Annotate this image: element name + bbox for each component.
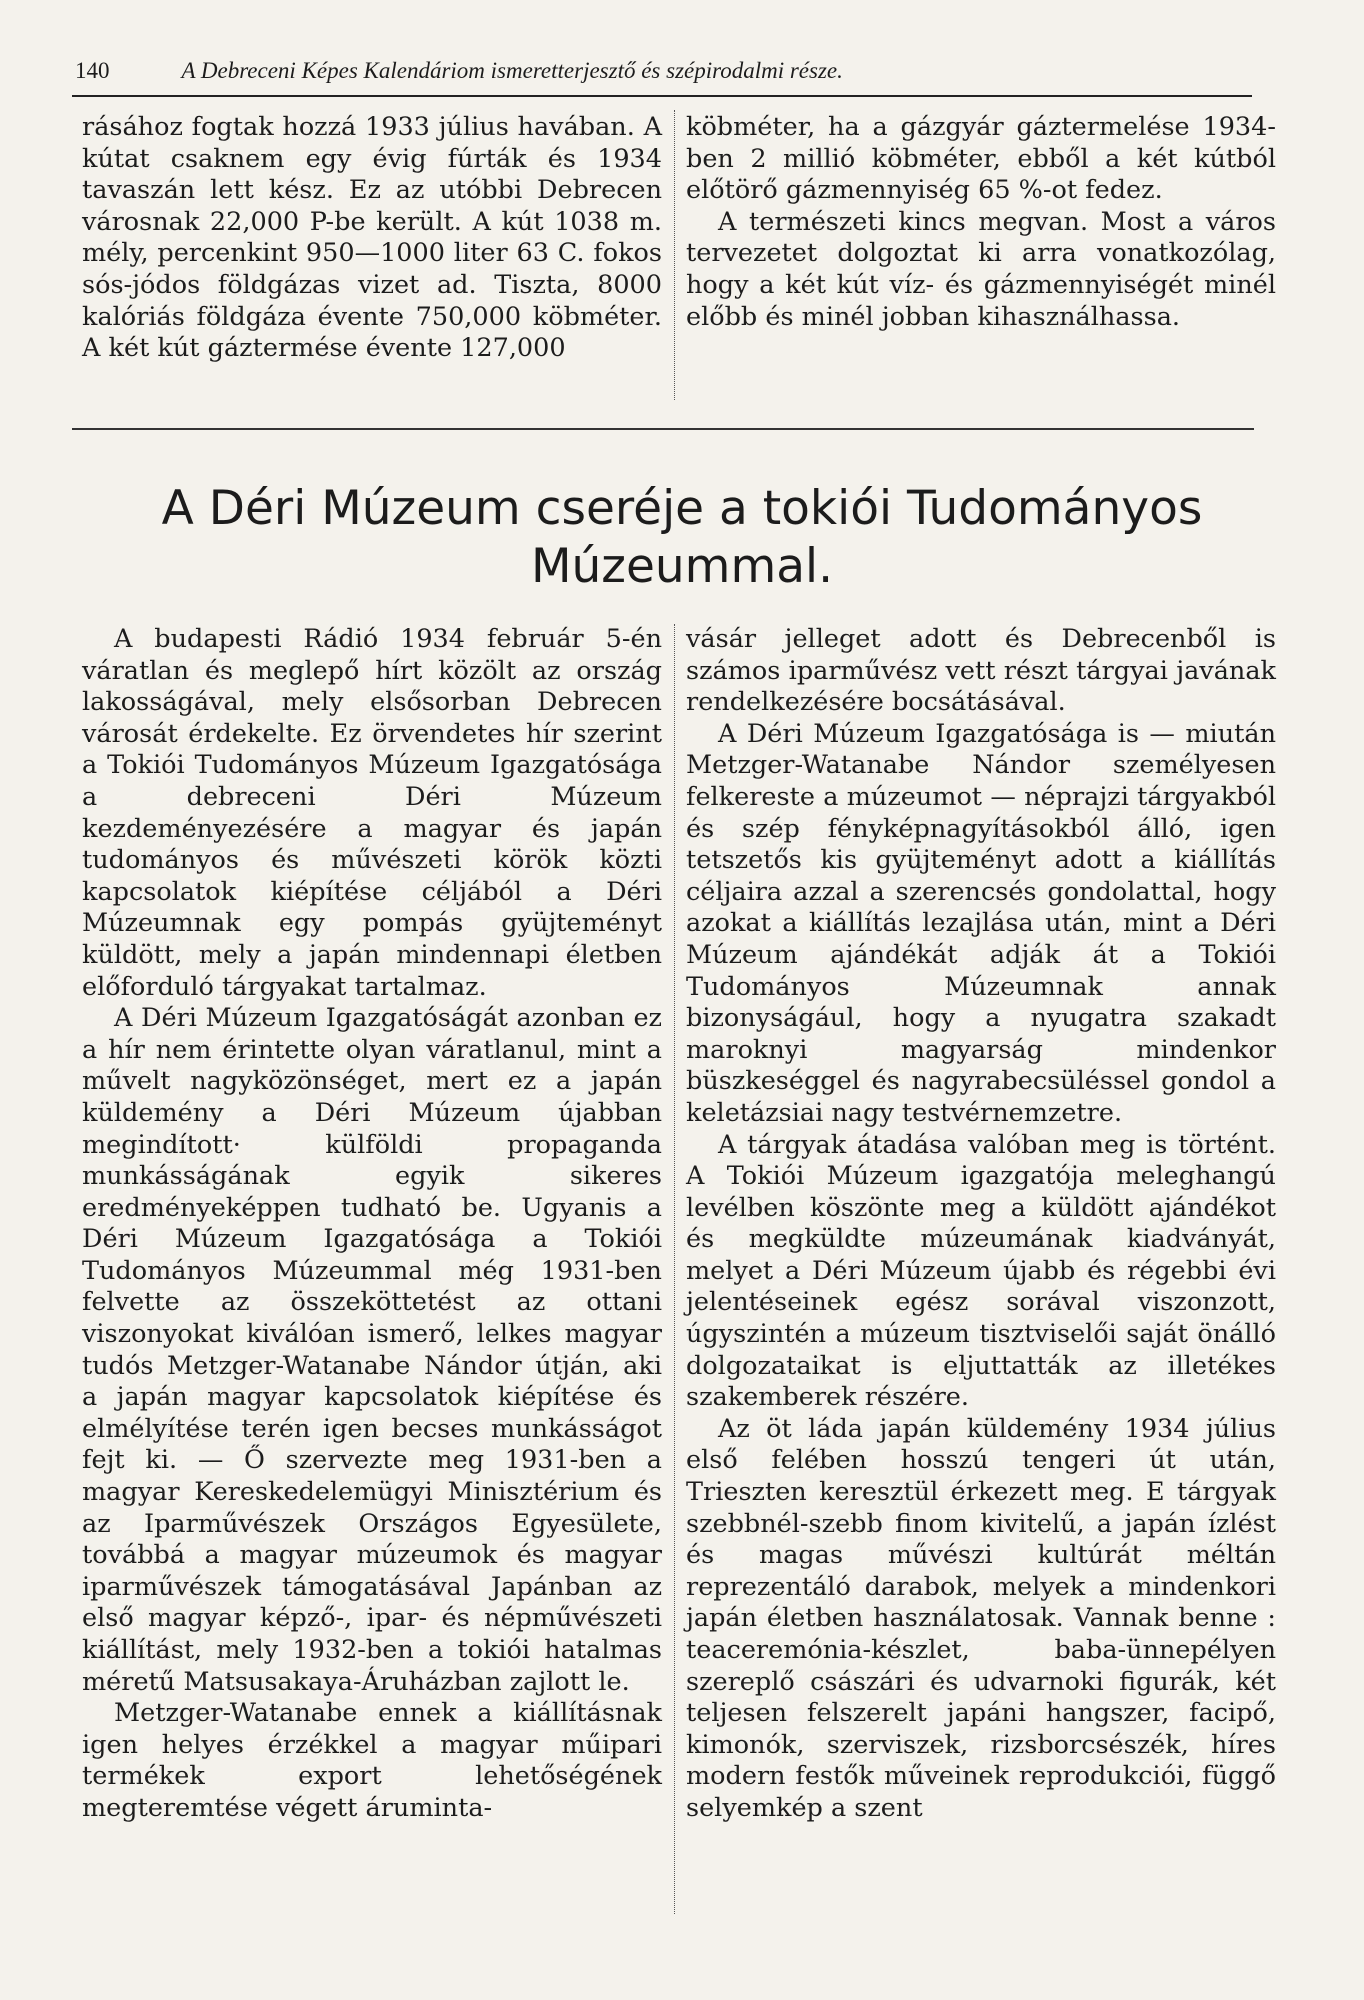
column-divider bbox=[674, 110, 675, 400]
column-divider bbox=[674, 624, 675, 1914]
paragraph: köbméter, ha a gázgyár gáztermelése 1934-ben 2 millió köbméter, ebből a két kútból előtörő gázmennyiség 65 %-ot fedez. bbox=[686, 112, 1276, 206]
paragraph: Az öt láda japán küldemény 1934 július első felében hosszú tengeri út után, Trieszten keresztül érkezett meg. E tárgyak szebbnél-szebb finom kivitelű, a japán ízlést és magas művészi kultúrát méltán reprezentáló darabok, melyek a mindenkori japán életben használatosak. Vannak benne : teaceremónia-készlet, baba-ünnepélyen szereplő császári és udvarnoki figurák, két teljesen felszerelt japáni hangszer, facipő, kimonók, szerviszek, rizsborcsészék, híres modern festők műveinek reprodukciói, függő selyemkép a szent bbox=[686, 1413, 1276, 1823]
paragraph: A Déri Múzeum Igazgatósága is — miután Metzger-Watanabe Nándor személyesen felkereste a múzeumot — néprajzi tárgyakból és szép fényképnagyításokból álló, igen tetszetős kis gyüjteményt adott a kiállítás céljaira azzal a szerencsés gondolattal, hogy azokat a kiállítás lezajlása után, mint a Déri Múzeum ajándékát adják át a Tokiói Tudományos Múzeumnak annak bizonyságául, hogy a nyugatra szakadt maroknyi magyarság mindenkor büszkeséggel és nagyrabecsüléssel gondol a keletázsiai nagy testvérnemzetre. bbox=[686, 718, 1276, 1128]
page-number: 140 bbox=[75, 58, 110, 83]
article-right-column bbox=[686, 624, 1276, 1825]
paragraph: vásár jelleget adott és Debrecenből is számos iparművész vett részt tárgyai javának rendelkezésére bocsátásával. bbox=[686, 624, 1276, 718]
section-rule bbox=[72, 428, 1254, 430]
paragraph: Metzger-Watanabe ennek a kiállításnak igen helyes érzékkel a magyar műipari termékek export lehetőségének megteremtése végett áruminta- bbox=[82, 1698, 662, 1823]
article-left-column bbox=[82, 624, 662, 1825]
paragraph: A természeti kincs megvan. Most a város tervezetet dolgoztat ki arra vonatkozólag, hogy a két kút víz- és gázmennyiségét minél előbb és minél jobban kihasználhassa. bbox=[686, 206, 1276, 332]
paragraph: rásához fogtak hozzá 1933 július havában. A kútat csaknem egy évig fúrták és 1934 tavaszán lett kész. Ez az utóbbi Debrecen városnak 22,000 P-be került. A kút 1038 m. mély, percenkint 950—1000 liter 63 C. fokos sós-jódos földgázas vizet ad. Tiszta, 8000 kalóriás földgáza évente 750,000 köbméter. A két kút gáztermése évente 127,000 bbox=[82, 112, 662, 364]
paragraph: A tárgyak átadása valóban meg is történt. A Tokiói Múzeum igazgatója meleghangú levélben köszönte meg a küldött ajándékot és megküldte múzeumának kiadványát, melyet a Déri Múzeum újabb és régebbi évi jelentéseinek egész sorával viszonzott, úgyszintén a múzeum tisztviselői saját önálló dolgozataikat is eljuttatták az illetékes szakemberek részére. bbox=[686, 1129, 1276, 1413]
paragraph: A budapesti Rádió 1934 február 5-én váratlan és meglepő hírt közölt az ország lakosságával, mely elsősorban Debrecen városát érdekelte. Ez örvendetes hír szerint a Tokiói Tudományos Múzeum Igazgatósága a debreceni Déri Múzeum kezdeményezésére a magyar és japán tudományos és művészeti körök közti kapcsolatok kiépítése céljából a Déri Múzeumnak egy pompás gyüjteményt küldött, mely a japán mindennapi életben előforduló tárgyakat tartalmaz. bbox=[82, 624, 662, 1002]
paragraph: A Déri Múzeum Igazgatóságát azonban ez a hír nem érintette olyan váratlanul, mint a művelt nagyközönséget, mert ez a japán küldemény a Déri Múzeum újabban megindított· külföldi propaganda munkásságának egyik sikeres eredményeképpen tudható be. Ugyanis a Déri Múzeum Igazgatósága a Tokiói Tudományos Múzeummal még 1931-ben felvette az összeköttetést az ottani viszonyokat kiválóan ismerő, lelkes magyar tudós Metzger-Watanabe Nándor útján, aki a japán magyar kapcsolatok kiépítése és elmélyítése terén igen becses munkásságot fejt ki. — Ő szervezte meg 1931-ben a magyar Kereskedelemügyi Minisztérium és az Iparművészek Országos Egyesülete, továbbá a magyar múzeumok és magyar iparművészek támogatásával Japánban az első magyar képző-, ipar- és népművészeti kiállítást, mely 1932-ben a tokiói hatalmas méretű Matsusakaya-Áruházban zajlott le. bbox=[82, 1003, 662, 1697]
article-title: A Déri Múzeum cseréje a tokiói Tudományos Múzeummal. bbox=[161, 481, 1203, 594]
running-header bbox=[75, 58, 1245, 84]
top-right-column bbox=[686, 112, 1276, 333]
header-rule bbox=[72, 95, 1252, 97]
top-left-column bbox=[82, 112, 662, 365]
running-title: A Debreceni Képes Kalendáriom ismeretterjesztő és szépirodalmi része. bbox=[181, 58, 843, 83]
